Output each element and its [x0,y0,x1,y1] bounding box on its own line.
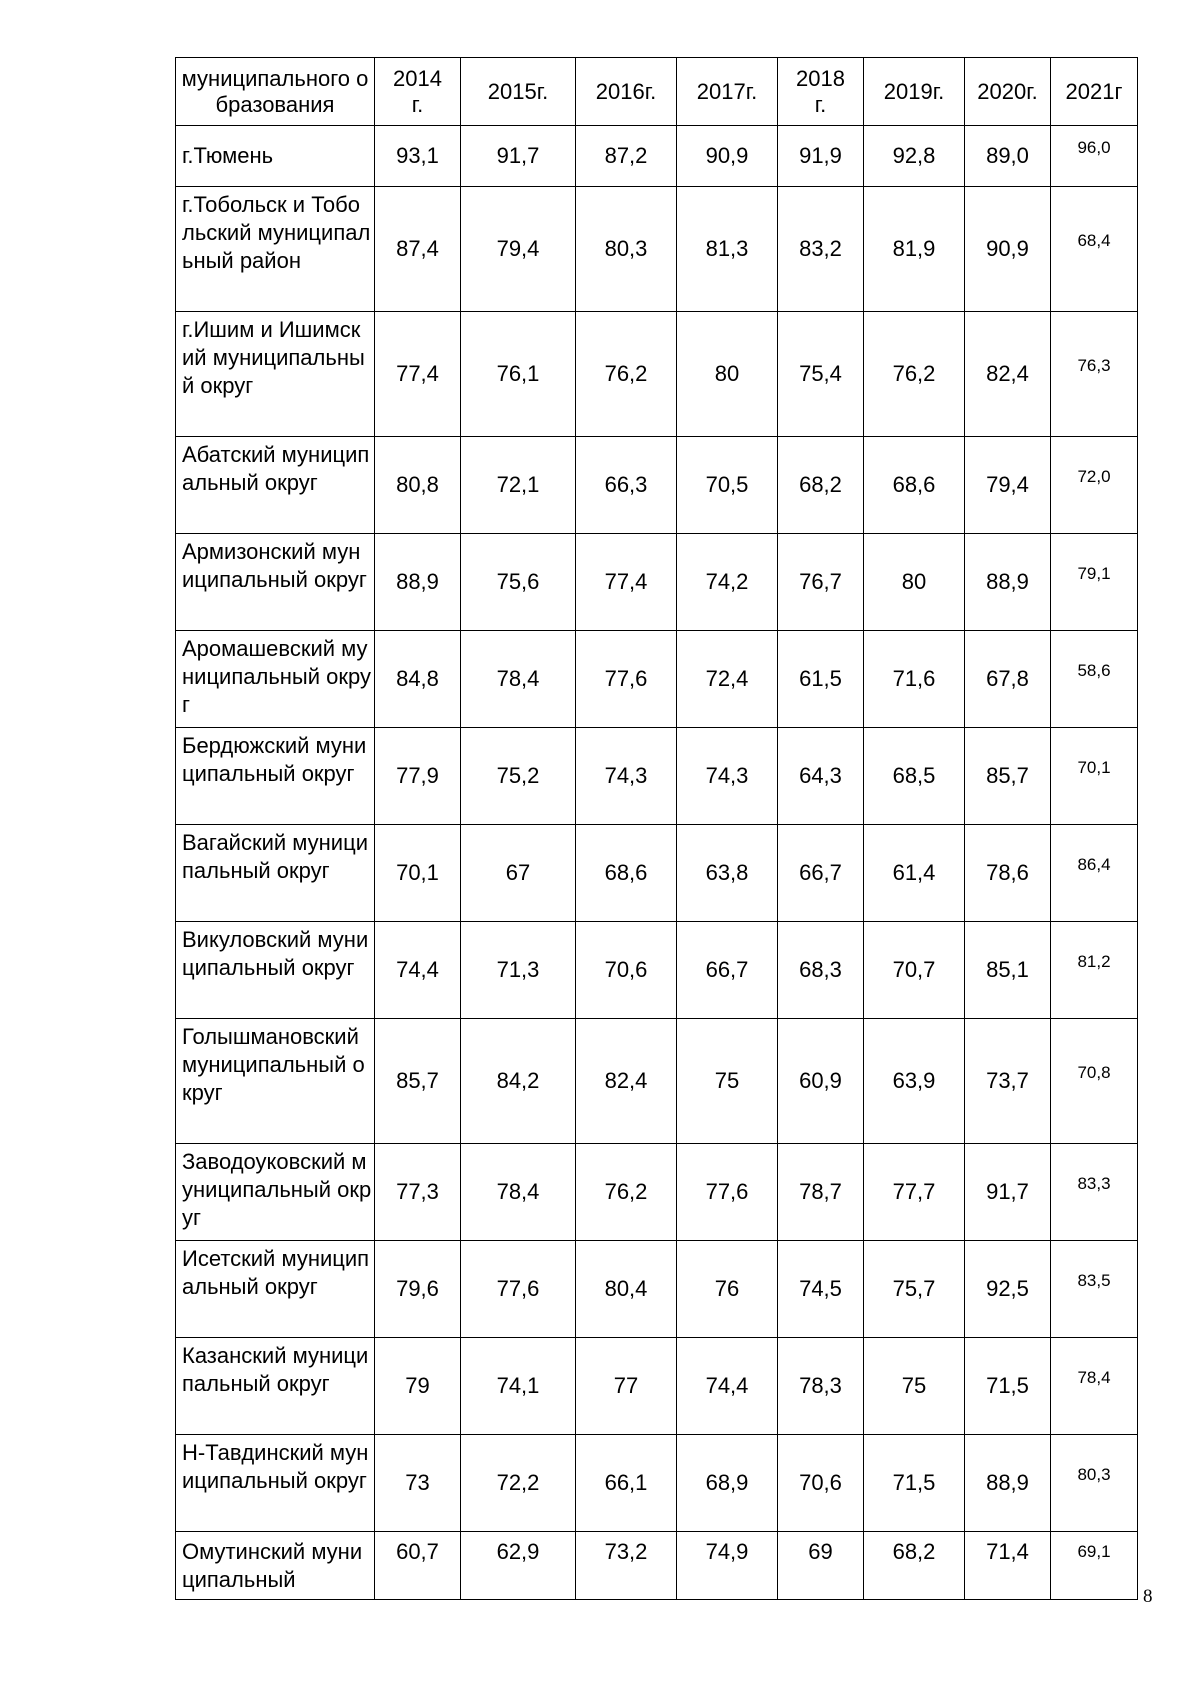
value-cell: 92,5 [965,1241,1051,1338]
value-cell: 67,8 [965,631,1051,728]
value-cell-2021 [1051,1019,1138,1144]
table-row [176,1532,1138,1600]
value-cell: 80,8 [375,437,461,534]
value-cell: 87,4 [375,187,461,312]
value-2021: 80,3 [1077,1465,1111,1484]
value-cell: 77,4 [375,312,461,437]
value-cell: 71,5 [864,1435,965,1532]
value-2021: 78,4 [1077,1368,1111,1387]
value-cell: 84,2 [461,1019,576,1144]
value-cell: 90,9 [965,187,1051,312]
value-cell: 79,4 [965,437,1051,534]
value-cell: 68,6 [864,437,965,534]
value-cell: 80,4 [576,1241,677,1338]
value-cell: 77,6 [461,1241,576,1338]
municipality-name: Аромашевский муниципальный округ [176,631,375,728]
value-cell-2021 [1051,728,1138,825]
value-cell: 91,7 [461,126,576,187]
value-cell: 74,9 [677,1532,778,1600]
municipality-name: Голышмановский муниципальный округ [176,1019,375,1144]
value-cell: 91,9 [778,126,864,187]
value-cell: 85,7 [375,1019,461,1144]
value-2021: 70,1 [1077,758,1111,777]
value-cell: 61,5 [778,631,864,728]
value-cell: 66,1 [576,1435,677,1532]
value-cell: 74,3 [576,728,677,825]
value-cell: 74,4 [375,922,461,1019]
value-2021: 58,6 [1077,661,1111,680]
value-cell: 63,8 [677,825,778,922]
value-cell: 76,7 [778,534,864,631]
value-cell: 75 [864,1338,965,1435]
value-2021: 79,1 [1077,564,1111,583]
table-row [176,1241,1138,1338]
value-cell: 69 [778,1532,864,1600]
value-cell-2021 [1051,534,1138,631]
value-cell: 70,6 [778,1435,864,1532]
header-year: 2016г. [576,58,677,126]
value-cell: 74,4 [677,1338,778,1435]
value-cell: 77,7 [864,1144,965,1241]
municipality-name: г.Ишим и Ишимский муниципальный округ [176,312,375,437]
table-row [176,187,1138,312]
value-cell: 78,3 [778,1338,864,1435]
value-2021: 70,8 [1077,1063,1111,1082]
table-row [176,534,1138,631]
value-cell: 90,9 [677,126,778,187]
value-cell-2021 [1051,1435,1138,1532]
value-cell: 77,3 [375,1144,461,1241]
value-cell: 62,9 [461,1532,576,1600]
header-municipality: муниципального образования [176,58,375,126]
table-row [176,1144,1138,1241]
municipality-name: Казанский муниципальный округ [176,1338,375,1435]
municipality-name: Викуловский муниципальный округ [176,922,375,1019]
header-year: 2021г [1051,58,1138,126]
value-cell: 77,6 [576,631,677,728]
table-row [176,1019,1138,1144]
value-cell: 76,1 [461,312,576,437]
value-cell: 75,7 [864,1241,965,1338]
header-year: 2020г. [965,58,1051,126]
value-cell: 77,6 [677,1144,778,1241]
table-row [176,631,1138,728]
value-cell: 72,4 [677,631,778,728]
value-cell: 78,6 [965,825,1051,922]
value-2021: 96,0 [1077,138,1111,157]
header-year: 2018 г. [778,58,864,126]
value-cell: 93,1 [375,126,461,187]
table-header-row [176,58,1138,126]
value-cell: 68,2 [778,437,864,534]
header-year: 2019г. [864,58,965,126]
value-cell: 80 [677,312,778,437]
value-cell: 89,0 [965,126,1051,187]
value-cell: 78,4 [461,1144,576,1241]
value-cell: 74,2 [677,534,778,631]
value-cell: 68,3 [778,922,864,1019]
value-2021: 83,3 [1077,1174,1111,1193]
municipality-name: Омутинский муниципальный [176,1532,375,1600]
value-cell: 78,4 [461,631,576,728]
value-cell-2021 [1051,631,1138,728]
municipality-name: Армизонский муниципальный округ [176,534,375,631]
municipality-name: г.Тобольск и Тобольский муниципальный район [176,187,375,312]
table-row [176,922,1138,1019]
value-2021: 83,5 [1077,1271,1111,1290]
value-cell: 68,2 [864,1532,965,1600]
municipal-data-table [175,57,1138,1600]
value-cell: 74,5 [778,1241,864,1338]
value-cell-2021 [1051,825,1138,922]
value-2021: 76,3 [1077,356,1111,375]
page-number: 8 [1143,1586,1153,1607]
value-cell: 88,9 [965,1435,1051,1532]
municipality-name: Абатский муниципальный округ [176,437,375,534]
value-cell: 71,4 [965,1532,1051,1600]
table-row [176,126,1138,187]
value-cell: 67 [461,825,576,922]
value-cell: 77,4 [576,534,677,631]
value-cell: 80,3 [576,187,677,312]
municipality-name: Н-Тавдинский муниципальный округ [176,1435,375,1532]
value-cell: 68,5 [864,728,965,825]
value-cell: 70,6 [576,922,677,1019]
value-cell: 71,6 [864,631,965,728]
value-cell: 80 [864,534,965,631]
value-cell: 76 [677,1241,778,1338]
value-cell: 73,7 [965,1019,1051,1144]
value-cell: 71,5 [965,1338,1051,1435]
value-cell: 70,1 [375,825,461,922]
header-year: 2014 г. [375,58,461,126]
value-cell: 74,3 [677,728,778,825]
value-cell: 81,9 [864,187,965,312]
value-cell: 60,9 [778,1019,864,1144]
value-cell: 78,7 [778,1144,864,1241]
value-cell: 87,2 [576,126,677,187]
table-row [176,312,1138,437]
municipality-name: Бердюжский муниципальный округ [176,728,375,825]
value-cell: 82,4 [965,312,1051,437]
value-cell: 88,9 [965,534,1051,631]
value-cell: 68,9 [677,1435,778,1532]
value-2021: 81,2 [1077,952,1111,971]
value-cell: 83,2 [778,187,864,312]
value-cell-2021 [1051,922,1138,1019]
value-cell: 88,9 [375,534,461,631]
value-cell: 81,3 [677,187,778,312]
value-cell: 72,1 [461,437,576,534]
value-cell: 85,7 [965,728,1051,825]
table-row [176,728,1138,825]
value-cell-2021 [1051,312,1138,437]
value-cell: 79,6 [375,1241,461,1338]
value-2021: 86,4 [1077,855,1111,874]
value-cell: 75,2 [461,728,576,825]
value-cell: 66,7 [677,922,778,1019]
municipality-name: Вагайский муниципальный округ [176,825,375,922]
value-cell: 92,8 [864,126,965,187]
value-cell: 70,5 [677,437,778,534]
municipality-name: г.Тюмень [176,126,375,187]
value-cell: 75,4 [778,312,864,437]
value-cell: 72,2 [461,1435,576,1532]
municipality-name: Заводоуковский муниципальный округ [176,1144,375,1241]
table-row [176,1435,1138,1532]
value-cell: 66,3 [576,437,677,534]
value-cell: 61,4 [864,825,965,922]
value-cell: 91,7 [965,1144,1051,1241]
value-cell-2021 [1051,437,1138,534]
value-cell-2021 [1051,126,1138,187]
value-cell: 75,6 [461,534,576,631]
value-cell: 73 [375,1435,461,1532]
value-cell: 64,3 [778,728,864,825]
value-cell: 77 [576,1338,677,1435]
value-cell: 60,7 [375,1532,461,1600]
value-cell: 82,4 [576,1019,677,1144]
value-cell-2021 [1051,1338,1138,1435]
value-cell-2021 [1051,1241,1138,1338]
value-cell: 73,2 [576,1532,677,1600]
value-cell: 71,3 [461,922,576,1019]
table-row [176,1338,1138,1435]
value-cell: 79 [375,1338,461,1435]
table-row [176,825,1138,922]
value-cell-2021 [1051,187,1138,312]
value-cell: 76,2 [576,1144,677,1241]
value-cell-2021 [1051,1144,1138,1241]
value-2021: 72,0 [1077,467,1111,486]
value-cell: 76,2 [576,312,677,437]
value-cell: 85,1 [965,922,1051,1019]
value-cell: 63,9 [864,1019,965,1144]
value-cell: 66,7 [778,825,864,922]
value-2021: 68,4 [1077,231,1111,250]
value-cell: 74,1 [461,1338,576,1435]
municipality-name: Исетский муниципальный округ [176,1241,375,1338]
header-year: 2015г. [461,58,576,126]
value-cell: 76,2 [864,312,965,437]
value-cell: 70,7 [864,922,965,1019]
value-cell: 77,9 [375,728,461,825]
header-year: 2017г. [677,58,778,126]
value-2021: 69,1 [1077,1542,1111,1561]
value-cell: 84,8 [375,631,461,728]
value-cell-2021 [1051,1532,1138,1600]
value-cell: 68,6 [576,825,677,922]
value-cell: 79,4 [461,187,576,312]
value-cell: 75 [677,1019,778,1144]
table-row [176,437,1138,534]
